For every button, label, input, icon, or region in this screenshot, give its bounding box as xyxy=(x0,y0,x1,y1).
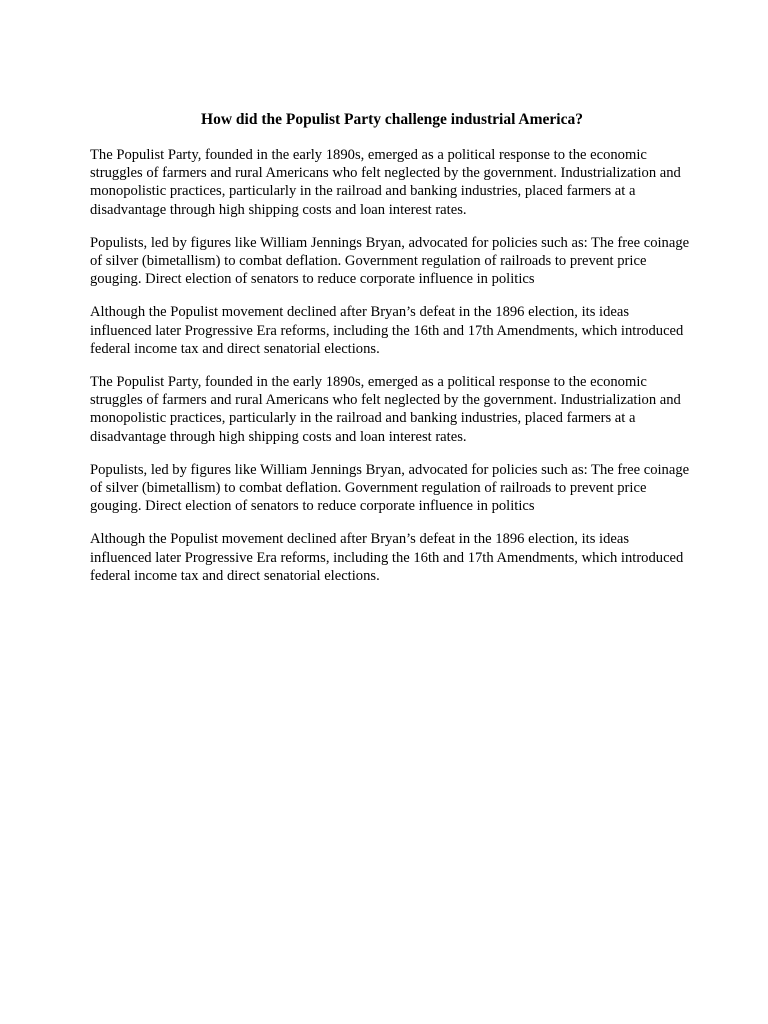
paragraph-2: Populists, led by figures like William Jennings Bryan, advocated for policies such as: The free coinage of silver (bimetallism) to combat deflation. Government regulation of railroads to prevent price gouging. Direct election of senators to reduce corporate influence in politics xyxy=(90,234,690,288)
paragraph-1: The Populist Party, founded in the early 1890s, emerged as a political response to the economic struggles of farmers and rural Americans who felt neglected by the government. Industrialization and monopolistic practices, particularly in the railroad and banking industries, placed farmers at a disadvantage through high shipping costs and loan interest rates. xyxy=(90,147,681,218)
document-title: How did the Populist Party challenge industrial America? xyxy=(201,111,583,128)
paragraph-5: Populists, led by figures like William Jennings Bryan, advocated for policies such as: The free coinage of silver (bimetallism) to combat deflation. Government regulation of railroads to prevent price gouging. Direct election of senators to reduce corporate influence in politics xyxy=(90,461,690,515)
paragraph-6: Although the Populist movement declined after Bryan’s defeat in the 1896 election, its ideas influenced later Progressive Era reforms, including the 16th and 17th Amendments, which introduced federal income tax and direct senatorial elections. xyxy=(90,531,684,584)
paragraph-3: Although the Populist movement declined after Bryan’s defeat in the 1896 election, its ideas influenced later Progressive Era reforms, including the 16th and 17th Amendments, which introduced federal income tax and direct senatorial elections. xyxy=(90,304,684,357)
paragraph-4: The Populist Party, founded in the early 1890s, emerged as a political response to the economic struggles of farmers and rural Americans who felt neglected by the government. Industrialization and monopolistic practices, particularly in the railroad and banking industries, placed farmers at a disadvantage through high shipping costs and loan interest rates. xyxy=(90,374,681,445)
document-page xyxy=(90,109,690,600)
